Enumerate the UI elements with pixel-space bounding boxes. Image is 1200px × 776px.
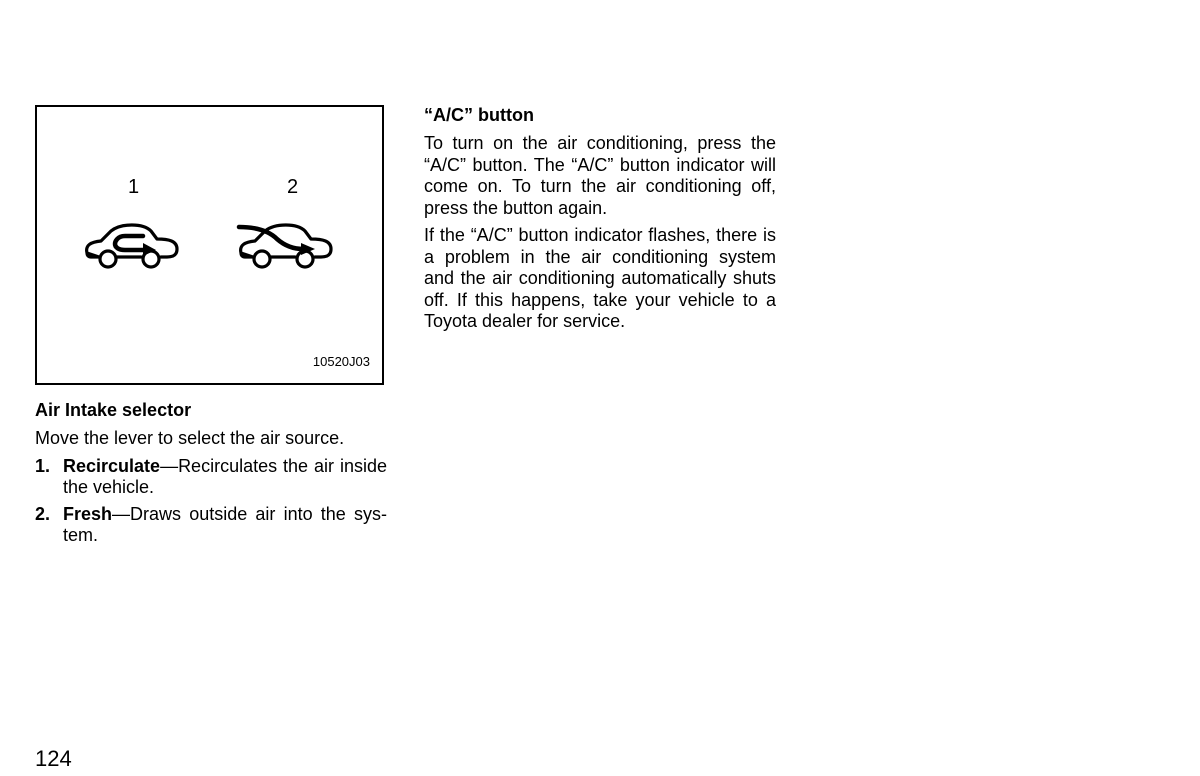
- car-fresh-air-icon: [235, 217, 337, 271]
- ac-button-heading: “A/C” button: [424, 105, 534, 125]
- ac-button-section: [424, 103, 776, 339]
- air-intake-intro: Move the lever to select the air source.: [35, 428, 345, 448]
- list-item: [35, 504, 387, 547]
- list-item-number: 2.: [35, 503, 51, 524]
- car-recirculate-icon: [81, 219, 183, 271]
- air-intake-figure: [35, 105, 384, 385]
- figure-code: 10520J03: [312, 354, 370, 369]
- figure-label-2: 2: [287, 176, 299, 198]
- air-intake-section: [35, 398, 387, 552]
- list-item-text: —Draws outside air into the system.: [63, 503, 387, 545]
- list-item-term: Fresh: [63, 503, 113, 524]
- figure-label-1: 1: [128, 176, 140, 198]
- air-source-list: [35, 456, 387, 547]
- ac-button-paragraph-1: To turn on the air conditioning, press the “A/C” button. The “A/C” button indicator will come on. To turn the air conditioning off, press the button again.: [424, 133, 776, 218]
- air-intake-heading: Air Intake selector: [35, 400, 192, 420]
- list-item-text: —Recirculates the air inside the vehicle.: [63, 455, 387, 497]
- list-item-term: Recirculate: [63, 455, 161, 476]
- ac-button-paragraph-2: If the “A/C” button indicator flashes, there is a problem in the air conditioning system and the air conditioning automatically shuts off. If this happens, take your vehicle to a Toyota dealer for service.: [424, 225, 776, 331]
- list-item: [35, 456, 387, 499]
- page-number: 124: [35, 746, 72, 771]
- list-item-number: 1.: [35, 455, 51, 476]
